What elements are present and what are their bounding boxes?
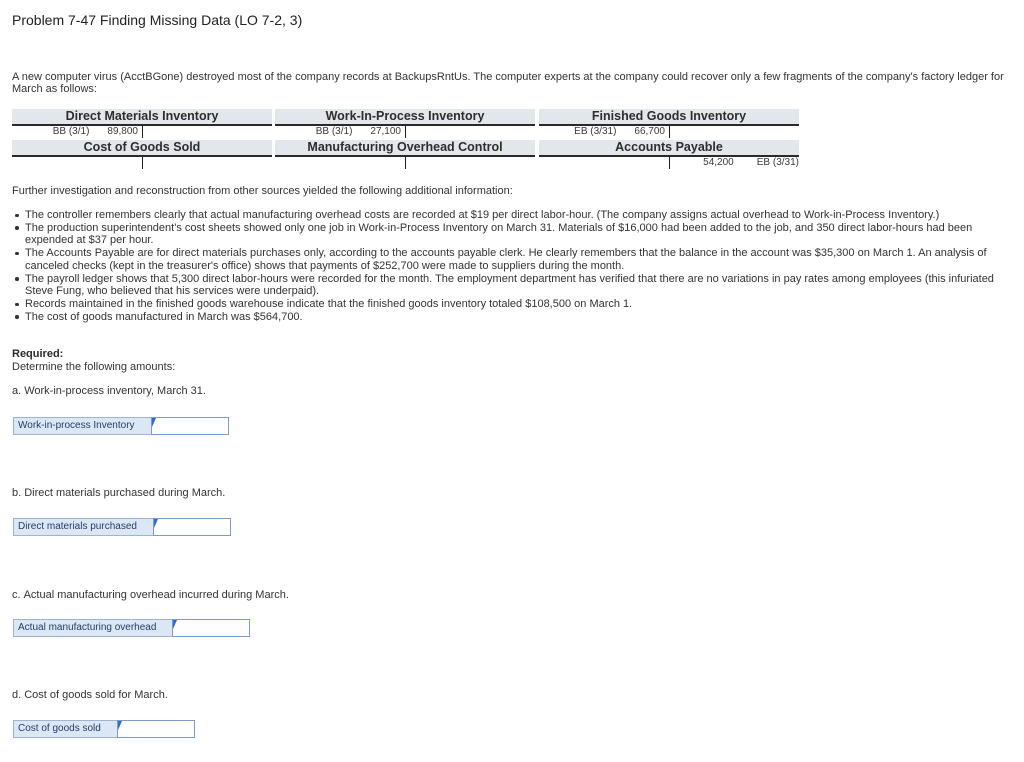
t-account-credit-side [670,157,799,169]
t-account-finished-goods-inventory [539,109,799,138]
question-d-prompt [12,689,168,701]
actual-overhead-input[interactable] [172,619,250,637]
entry-label: BB (3/1) [315,126,353,137]
answer-input-wrapper [154,518,232,536]
t-account-title: Manufacturing Overhead Control [275,140,535,157]
bullet-icon [15,252,19,256]
t-account-debit-side [275,126,406,138]
info-item-text: The Accounts Payable are for direct materials purchases only, according to the accounts payable clerk. He clearly remembers that the balance in the account was $35,300 on March 1. An analysis of canceled checks (kept in the treasurer's office) shows that payments of $252,700 were made to suppliers during the month. [25,247,987,272]
question-letter: c. [12,589,21,601]
entry-amount: 27,100 [370,126,401,137]
question-letter: b. [12,487,22,499]
answer-flag-icon [152,418,156,427]
wip-inventory-input[interactable] [151,417,229,435]
t-account-work-in-process-inventory [275,109,535,138]
answer-input-wrapper [173,619,251,637]
t-account-body [12,157,272,169]
t-account-body [275,157,535,169]
intro-paragraph: A new computer virus (AcctBGone) destroyed most of the company records at BackupsRntUs. The computer experts at the company could recover only a few fragments of the company's factory ledger for March as follows: [12,71,1004,95]
question-letter: d. [12,689,22,701]
info-item [12,273,1020,298]
entry-label: EB (3/31) [756,157,799,168]
bullet-icon [15,214,19,218]
info-item [12,209,1020,222]
entry-label: EB (3/31) [574,126,617,137]
answer-field-actual-overhead [13,619,251,637]
t-account-body [275,126,535,138]
question-letter: a. [12,385,22,397]
direct-materials-purchased-input[interactable] [153,518,231,536]
question-b-prompt [12,487,225,499]
question-a-prompt [12,385,206,397]
answer-flag-icon [118,721,122,730]
t-account-body [539,126,799,138]
answer-field-wip-inventory [13,417,230,435]
cost-of-goods-sold-input[interactable] [117,720,195,738]
t-account-cost-of-goods-sold [12,140,272,169]
required-heading: Required: [12,348,64,360]
info-item-text: The cost of goods manufactured in March was $564,700. [25,310,303,323]
question-text: Cost of goods sold for March. [24,689,168,701]
entry-label: BB (3/1) [52,126,90,137]
t-account-credit-side [143,157,272,169]
t-account-manufacturing-overhead-control [275,140,535,169]
t-account-credit-side [406,157,535,169]
t-account-direct-materials-inventory [12,109,272,138]
answer-field-label: Direct materials purchased [13,518,154,536]
info-item [12,222,1020,247]
answer-field-label: Work-in-process Inventory [13,417,152,435]
answer-flag-icon [173,620,177,629]
question-c-prompt [12,589,289,601]
info-item-text: The controller remembers clearly that actual manufacturing overhead costs are recorded at $19 per direct labor-hour. (The company assigns actual overhead to Work-in-Process Inventory.) [25,209,940,221]
answer-flag-icon [154,519,158,528]
info-item [12,311,1020,324]
entry-amount: 54,200 [703,157,734,168]
info-item-text: Records maintained in the finished goods warehouse indicate that the finished goods inventory totaled $108,500 on March 1. [25,297,633,310]
info-item-text: The payroll ledger shows that 5,300 direct labor-hours were recorded for the month. The employment department has verified that there are no variations in pay rates among employees (this infuriated Steve Fung, who believed that his services were underpaid). [25,272,994,298]
info-item [12,298,1020,311]
answer-field-direct-materials-purchased [13,518,232,536]
required-instruction: Determine the following amounts: [12,361,176,373]
entry-amount: 66,700 [634,126,665,137]
answer-field-label: Actual manufacturing overhead [13,619,173,637]
question-text: Direct materials purchased during March. [24,487,226,499]
page-title: Problem 7-47 Finding Missing Data (LO 7-2, 3) [12,12,303,28]
question-text: Actual manufacturing overhead incurred during March. [23,589,289,601]
answer-input-wrapper [118,720,196,738]
t-account-body [12,126,272,138]
t-account-title: Direct Materials Inventory [12,109,272,126]
info-item [12,247,1020,272]
t-account-credit-side [406,126,535,138]
t-account-body [539,157,799,169]
t-account-debit-side [539,157,670,169]
answer-field-cost-of-goods-sold [13,720,196,738]
bullet-icon [15,303,19,307]
t-account-credit-side [670,126,799,138]
t-account-title: Cost of Goods Sold [12,140,272,157]
further-info-intro: Further investigation and reconstruction from other sources yielded the following additional information: [12,185,513,197]
entry-amount: 89,800 [107,126,138,137]
t-account-debit-side [12,126,143,138]
bullet-icon [15,315,19,319]
question-text: Work-in-process inventory, March 31. [24,385,206,397]
answer-input-wrapper [152,417,230,435]
t-account-accounts-payable [539,140,799,169]
bullet-icon [15,277,19,281]
t-account-title: Finished Goods Inventory [539,109,799,126]
t-account-credit-side [143,126,272,138]
answer-field-label: Cost of goods sold [13,720,118,738]
t-account-debit-side [275,157,406,169]
bullet-icon [15,226,19,230]
info-list [12,209,1020,323]
info-item-text: The production superintendent's cost sheets showed only one job in Work-in-Process Inventory on March 31. Materials of $16,000 had been added to the job, and 350 direct labor-hours had been expended at $37 per hour. [25,221,973,247]
t-account-debit-side [12,157,143,169]
t-account-title: Accounts Payable [539,140,799,157]
t-account-title: Work-In-Process Inventory [275,109,535,126]
t-account-debit-side [539,126,670,138]
